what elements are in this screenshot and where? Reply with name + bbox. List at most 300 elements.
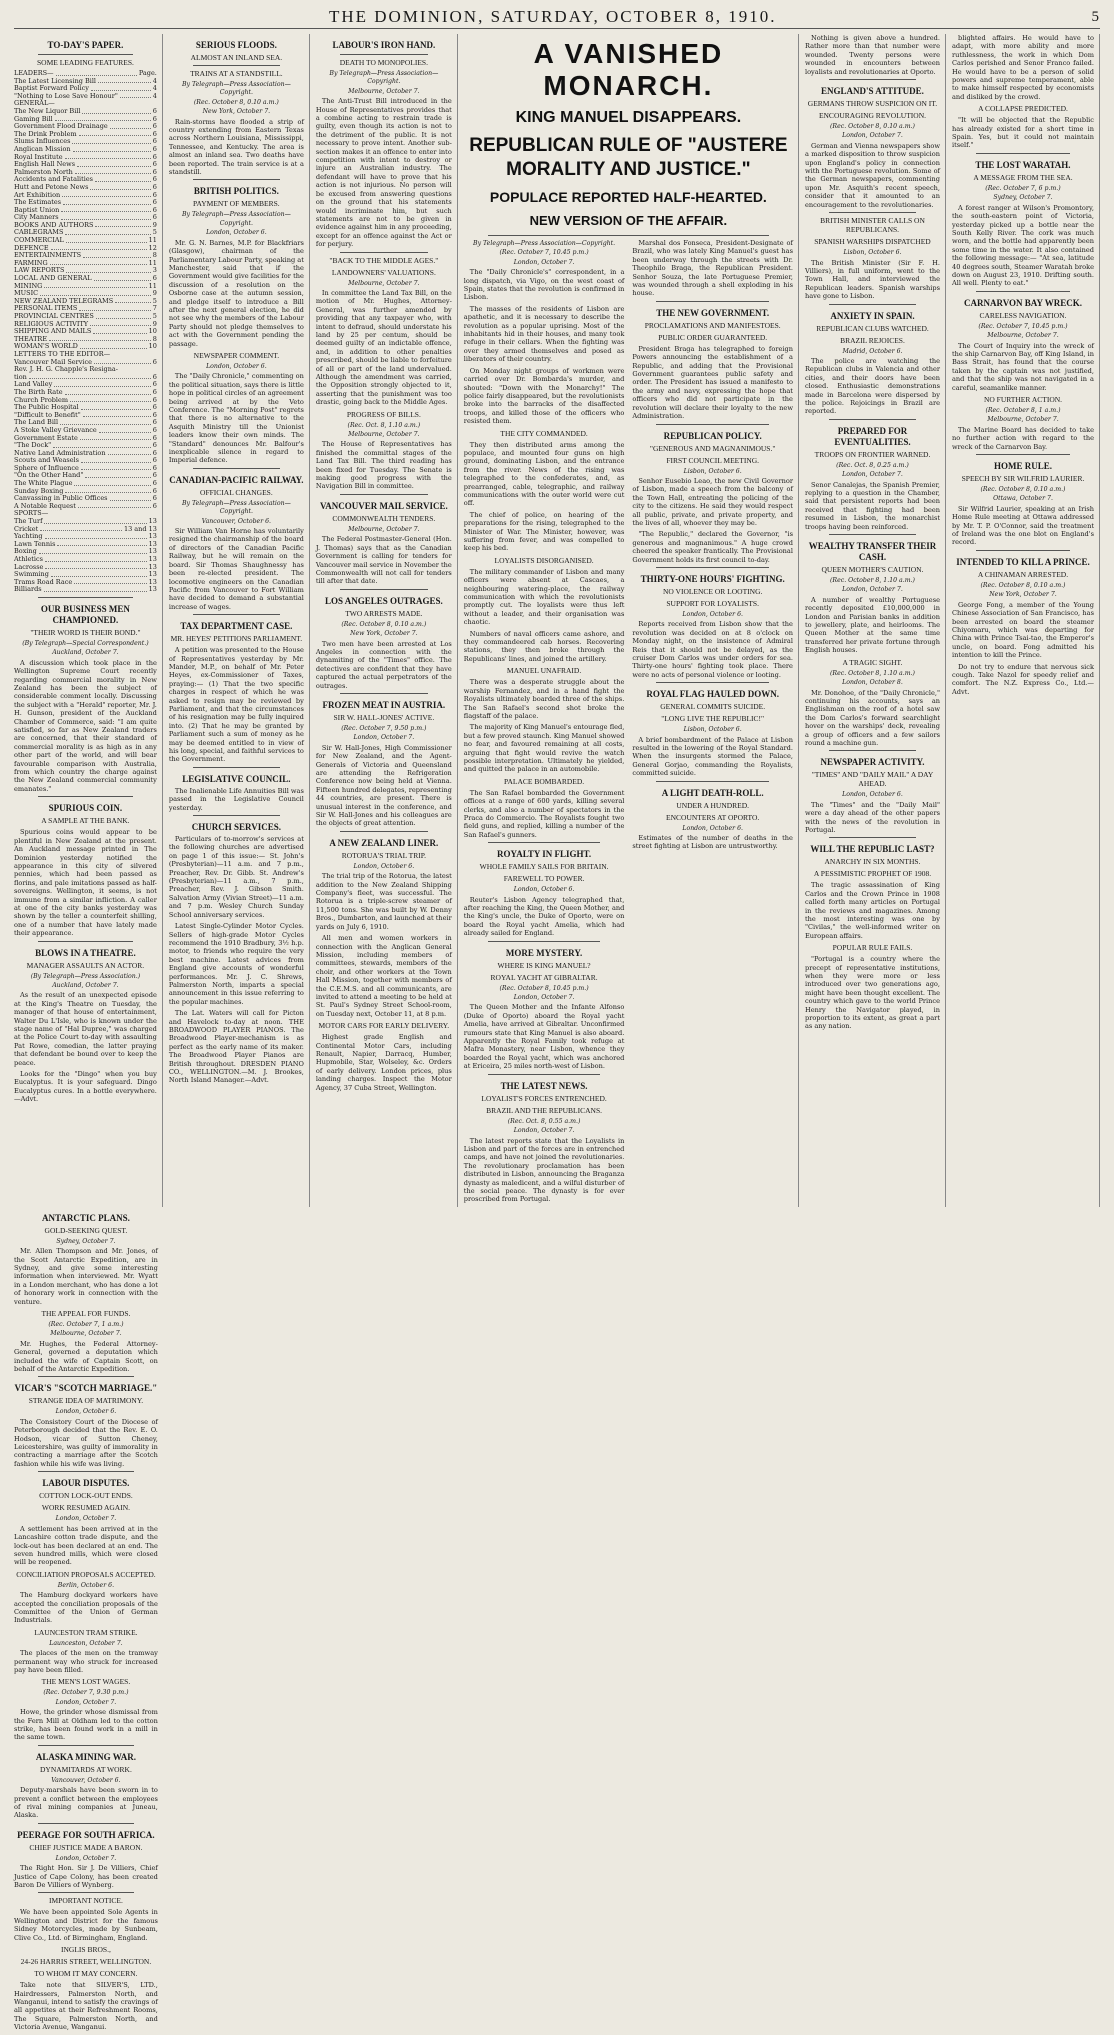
dateline: By Telegraph—Press Association—Copyright. xyxy=(181,499,291,516)
dateline: London, October 6. xyxy=(55,1408,117,1416)
column-5 xyxy=(805,34,946,1207)
subhead: ENCOURAGING REVOLUTION. xyxy=(818,111,927,121)
article-text: There was a desperate struggle about the warship Fernandez, and in a hand fight the Royalists ultimately boarded three of the ships. The San Rafael's second shot broke the flagstaff of the palace. xyxy=(463,678,625,720)
contents-entry-page: 6 xyxy=(152,441,157,450)
subhead: THE MEN'S LOST WAGES. xyxy=(41,1677,131,1687)
dateline: Lisbon, October 6. xyxy=(683,467,742,475)
subhead: UNDER A HUNDRED. xyxy=(676,800,750,810)
contents-entry-label: Royal Institute xyxy=(14,152,63,161)
headline-republican-rule: REPUBLICAN RULE OF "AUSTERE MORALITY AND JUSTICE." xyxy=(469,135,788,180)
divider xyxy=(193,767,280,768)
dateline: London, October 6. xyxy=(353,862,415,870)
contents-entry-page: 6 xyxy=(152,198,157,207)
contents-entry-page: 11 xyxy=(148,236,157,245)
contents-entry-page: 6 xyxy=(152,456,157,465)
leader-dots xyxy=(61,207,150,213)
subhead: "TIMES" AND "DAILY MAIL" A DAY AHEAD. xyxy=(811,770,934,789)
dateline: (By Telegraph—Press Association.) xyxy=(30,972,141,980)
article-text: Reports received from Lisbon show that the revolution was decided on at 8 o'clock on Monday night, on the insistence of Admiral Reis that it should not be delayed, as the cruiser Dom Carlos was under orders for sea. Thirty-one hours' fighting took place. There were no acts of personal violence or looting. xyxy=(632,620,793,679)
contents-entry-label: The Turf xyxy=(14,517,43,526)
headline-antarctic-plans: ANTARCTIC PLANS. xyxy=(42,1212,130,1223)
contents-entry-label: Lawn Tennis xyxy=(14,539,56,548)
contents-entry-label: Hutt and Petone News xyxy=(14,182,89,191)
divider xyxy=(976,550,1070,551)
contents-entry-page: 6 xyxy=(152,160,157,169)
column-2 xyxy=(169,34,310,1207)
subhead: POPULAR RULE FAILS. xyxy=(832,943,913,953)
contents-entry-label: A Notable Request xyxy=(14,501,76,510)
divider xyxy=(976,153,1070,154)
article-text: Spurious coins would appear to be plentiful in New Zealand at the present. An Auckland message printed in The Dominion yesterday notified the appearance in this city of silvered pennies, which had been passed as florins, and pale imitations passed as half-sovereigns. Wellington, it seems, is not immune from a similar infliction. A caller at one of the city banks yesterday was shown by the teller a counterfeit shilling, one of a number that have lately made their appearance. xyxy=(14,828,157,938)
headline-populace-half-hearted: POPULACE REPORTED HALF-HEARTED. xyxy=(489,189,767,205)
leader-dots xyxy=(40,290,151,296)
contents-entry-page: 6 xyxy=(152,463,157,472)
leader-dots xyxy=(66,237,147,243)
article-text: A petition was presented to the House of Representatives yesterday by Mr. Mander, M.P., on behalf of Mr. Peter Heyes, ex-Commissioner of Taxes, praying:— (1) That the two specific charges in respect of which he was asked to resign may be reviewed by Parliament, and that the circumstances of his resignation may be fully inquired into. (2) That he may be granted by Parliament such a sum of money as he may be deemed entitled to in view of his long, special, and faithful services to the Government. xyxy=(168,646,304,764)
headline-scotch-marriage: VICAR'S "SCOTCH MARRIAGE." xyxy=(14,1383,158,1394)
contents-entry-label: SHIPPING AND MAILS xyxy=(14,327,92,336)
subhead: A SAMPLE AT THE BANK. xyxy=(41,816,130,826)
contents-entry-page: 13 xyxy=(148,532,157,541)
article-text: "It will be objected that the Republic has already existed for a short time in Spain. Yes, but it could not maintain itself." xyxy=(952,116,1094,150)
article-text: The tragic assassination of King Carlos and the Crown Prince in 1908 called forth many articles on Portugal in the reviews and magazines. Among the most interesting was one by "Civilas," the well-informed writer on European affairs. xyxy=(804,881,940,940)
article-text: The latest reports state that the Loyalists in Lisbon and part of the forces are in entrenched camps, and have not joined the revolutionaries. The revolutionary proclamation has been distributed in Lisbon, announcing the Braganza dynasty as maledicent, and a wilful disturber of the social peace. The dynasty is for ever proscribed from Portugal. xyxy=(463,1136,625,1204)
contents-entry-page: 4 xyxy=(152,76,157,85)
leader-dots xyxy=(90,184,150,190)
article-text: The "Times" and the "Daily Mail" were a day ahead of the other papers with the news of the revolution in Portugal. xyxy=(804,800,940,834)
headline-newspaper-activity: NEWSPAPER ACTIVITY. xyxy=(820,757,925,768)
headline-royal-flag: ROYAL FLAG HAULED DOWN. xyxy=(646,689,780,700)
divider xyxy=(193,815,280,816)
dateline: (Rec. October 7, 6 p.m.) xyxy=(985,184,1061,192)
leader-dots xyxy=(62,192,151,198)
subhead: WORK RESUMED AGAIN. xyxy=(41,1503,130,1513)
contents-entry-label: Trams Road Race xyxy=(14,577,73,586)
article-text: Deputy-marshals have been sworn in to prevent a conflict between the employees of rival mining companies at Juneau, Alaska. xyxy=(14,1786,158,1820)
dateline: Melbourne, October 7. xyxy=(348,525,420,533)
headline-carnarvon-bay: CARNARVON BAY WRECK. xyxy=(964,297,1082,308)
subhead: TROOPS ON FRONTIER WARNED. xyxy=(814,449,931,459)
dateline: London, October 6. xyxy=(682,824,743,832)
dateline: London, October 7. xyxy=(55,1854,117,1862)
contents-entry-label: Church Problem xyxy=(14,395,68,404)
leader-dots xyxy=(98,78,151,84)
headline-wealthy-transfer: WEALTHY TRANSFER THEIR CASH. xyxy=(808,541,937,563)
subhead: 24-26 HARRIS STREET, WELLINGTON. xyxy=(20,1957,152,1967)
contents-entry-label: FARMING xyxy=(14,258,48,267)
contents-entry xyxy=(14,366,157,374)
contents-entry-page: 9 xyxy=(152,220,157,229)
dateline: (Rec. Oct. 8, 1.10 a.m.) xyxy=(347,421,421,429)
article-text: Mr. Hughes, the Federal Attorney-General, governed a deputation which included the wife of Captain Scott, on behalf of the Antarctic Expedition. xyxy=(14,1339,158,1374)
subhead: STRANGE IDEA OF MATRIMONY. xyxy=(28,1396,144,1406)
contents-entry-page: 6 xyxy=(152,144,157,153)
article-text: The places of the men on the tramway permanent way who struck for increased pay have been filled. xyxy=(14,1649,158,1674)
leader-dots xyxy=(40,526,122,532)
headline-spurious-coin: SPURIOUS COIN. xyxy=(48,803,123,814)
dateline: Melbourne, October 7. xyxy=(348,87,420,95)
headline-new-version: NEW VERSION OF THE AFFAIR. xyxy=(529,213,728,228)
leader-dots xyxy=(39,548,147,554)
leader-dots xyxy=(79,131,151,137)
article-text: As the result of an unexpected episode at the King's Theatre on Tuesday, the manager of that house of entertainment, Walter Du L'Isle, who is known under the stage name of "Hal Dupree," was charged at the Police Court to-day with assaulting Pat Rowe, comedian, the latter praying that defendant be bound over to keep the peace. xyxy=(14,991,157,1067)
divider xyxy=(829,419,916,420)
contents-entry-page: 6 xyxy=(152,167,157,176)
subhead: SUPPORT FOR LOYALISTS. xyxy=(666,598,759,608)
subhead: FIRST COUNCIL MEETING. xyxy=(666,455,760,465)
dateline: London, October 7. xyxy=(55,1698,117,1706)
leader-dots xyxy=(82,108,150,114)
dateline: London, October 6. xyxy=(206,229,267,237)
divider xyxy=(193,65,280,66)
dateline: London, October 6. xyxy=(682,610,743,618)
contents-entry-label: PROVINCIAL CENTRES xyxy=(14,312,94,320)
dateline: Sydney, October 7. xyxy=(993,194,1053,202)
advertisement-text: Do not try to endure that nervous sick cough. Take Nazol for speedy relief and comfort. The N.Z. Express Co., Ltd.—Advt. xyxy=(952,662,1094,696)
subhead: QUEEN MOTHER'S CAUTION. xyxy=(821,565,924,575)
headline-new-government: THE NEW GOVERNMENT. xyxy=(656,307,770,318)
contents-entry-label: Art Exhibition xyxy=(14,190,61,199)
dateline: London, October 7. xyxy=(55,1515,117,1523)
leader-dots xyxy=(94,359,151,365)
contents-entry-page: 10 xyxy=(148,342,157,351)
contents-entry-label: PERSONAL ITEMS xyxy=(14,304,78,313)
leader-dots xyxy=(65,154,151,160)
contents-entry-label: Billiards xyxy=(14,585,42,594)
leader-dots xyxy=(65,229,150,235)
contents-entry-label: Swimming xyxy=(14,570,49,579)
dateline: (Rec. Oct. 8, 0.55 a.m.) xyxy=(507,1117,581,1125)
contents-entry-page: 6 xyxy=(152,114,157,123)
article-text: A settlement has been arrived at in the Lancashire cotton trade dispute, and the lock-out has been declared at an end. The seven hundred mills, which were closed will be reopened. xyxy=(14,1524,158,1567)
contents-entry-label: NEW ZEALAND TELEGRAMS xyxy=(14,296,114,305)
leader-dots xyxy=(96,313,151,319)
page-number: 5 xyxy=(1091,8,1100,25)
column-6 xyxy=(952,34,1100,1207)
article-text: The police are watching the Republican clubs in Valencia and other cities, and their doors have been closed. Enthusiastic demonstrations made in Barcelona were dispersed by the police. Rejoicings in Brazil are reported. xyxy=(804,356,940,416)
contents-entry-label: The Public Hospital xyxy=(14,403,79,412)
leader-dots xyxy=(44,586,147,592)
leader-dots xyxy=(81,404,151,410)
leader-dots xyxy=(90,321,151,327)
leader-dots xyxy=(78,503,151,509)
subhead: COMMONWEALTH TENDERS. xyxy=(332,513,436,523)
column-3 xyxy=(316,34,458,1207)
contents-entry-label: English Hall News xyxy=(14,160,76,169)
dateline: London, October 6. xyxy=(513,886,575,894)
subhead: "THEIR WORD IS THEIR BOND." xyxy=(30,627,141,637)
article-text: Senor Canalejas, the Spanish Premier, replying to a question in the Chamber, said that persistent reports had been received that fighting had been resumed in Lisbon, the monarchist troops having been reinforced. xyxy=(804,480,940,531)
contents-entry-page: 6 xyxy=(152,448,157,457)
contents-entry-label: Canvassing in Public Offices xyxy=(14,494,108,503)
article-text: A discussion which took place in the Wellington Supreme Court recently regarding commercial morality in New Zealand has been the subject of considerable comment locally. Discussing the subject with a "Herald" reporter, Mr. J. H. Gunson, president of the Auckland Chamber of Commerce, said: "I am quite satisfied, so far as New Zealand traders are concerned, that their standard of commercial morality is as high as in any other part of the world, and will bear favourable comparison with Australia, from which country the charge against the New Zealand commercial community emanates." xyxy=(14,658,157,793)
leader-dots xyxy=(93,328,146,334)
contents-entry-label: Native Land Administration xyxy=(14,448,106,457)
contents-entry-page: 3 xyxy=(152,266,157,275)
headline-serious-floods: SERIOUS FLOODS. xyxy=(195,40,277,50)
contents-entry-label: The Birth Rate xyxy=(14,387,63,396)
contents-entry-page: 6 xyxy=(152,410,157,419)
contents-entry-page: 6 xyxy=(152,494,157,503)
article-text: The "Daily Chronicle," commenting on the political situation, says there is little hope in political circles of an agreement being arrived at by the Veto Conference. The "Morning Post" regrets that there is no alternative to the Asquith Ministry till the Unionist leaders know their own minds. The "Standard" denounces Mr. Balfour's inexplicable silence in regard to Imperial defence. xyxy=(168,372,304,465)
leader-dots xyxy=(110,495,151,501)
contents-entry-page: 6 xyxy=(152,137,157,146)
subhead: A COLLAPSE PREDICTED. xyxy=(978,104,1068,114)
headline-labour-disputes: LABOUR DISPUTES. xyxy=(42,1478,130,1489)
subhead: GERMANS THROW SUSPICION ON IT. xyxy=(807,99,938,109)
dateline: Melbourne, October 7. xyxy=(348,431,420,439)
subhead: MR. HEYES' PETITIONS PARLIAMENT. xyxy=(170,634,303,644)
divider xyxy=(38,1892,134,1893)
article-text: The "Daily Chronicle's" correspondent, in a long dispatch, via Vigo, on the west coast of Spain, states that the revolution is confirmed in Lisbon. xyxy=(463,268,625,302)
dateline: (Rec. October 8, 1.10 a.m.) xyxy=(830,577,915,585)
divider xyxy=(656,781,769,782)
dateline: Lisbon, October 6. xyxy=(683,726,742,734)
dateline: (Rec. October 7, 1 a.m.) xyxy=(48,1321,124,1328)
leader-dots xyxy=(79,305,150,311)
contents-entry-label: LEADERS— xyxy=(14,69,54,77)
contents-entry-label: Accidents and Fatalities xyxy=(14,175,94,184)
contents-entry-page: 13 xyxy=(148,517,157,526)
article-text: Rain-storms have flooded a strip of country extending from Eastern Texas across Northern Louisiana, Mississippi, Tennessee, and Kentucky. The area is almost an inland sea. Two deaths have been reported. The train service is at a standstill. xyxy=(168,117,304,177)
dateline: London, October 7. xyxy=(513,1127,575,1135)
leader-dots xyxy=(57,541,146,547)
dateline: (Rec. October 8, 0.10 a.m.) xyxy=(980,486,1066,494)
dateline: Auckland, October 7. xyxy=(52,981,119,989)
headline-prepared-eventualities: PREPARED FOR EVENTUALITIES. xyxy=(834,425,911,447)
contents-entry-label: Athletics xyxy=(14,555,43,563)
divider xyxy=(656,301,769,302)
subhead: "GENEROUS AND MAGNANIMOUS." xyxy=(649,443,776,453)
leader-dots xyxy=(72,138,150,144)
article-text: Sir William Van Horne has voluntarily resigned the chairmanship of the board of directors of the Canadian Pacific Railway, but he will remain on the board. Sir Thomas Shaughnessy has been re-elected president. The locomotive engineers on the Canadian Pacific from Vancouver to Fort William have decided to demand a substantial increase of wages. xyxy=(168,527,304,611)
divider xyxy=(829,534,916,535)
subhead: TWO ARRESTS MADE. xyxy=(345,608,423,618)
dateline: London, October 7. xyxy=(513,994,575,1002)
contents-entry-label: The Land Bill xyxy=(14,418,59,427)
subhead: MANUEL UNAFRAID. xyxy=(506,666,582,676)
dateline: (Rec. October 7, 9.30 p.m.) xyxy=(43,1689,129,1697)
subhead: THE CITY COMMANDED. xyxy=(500,428,588,438)
contents-entry-page: 10 xyxy=(148,327,157,336)
headline-alaska-mining: ALASKA MINING WAR. xyxy=(35,1751,136,1762)
contents-entry-label: Anglican Mission xyxy=(14,144,71,153)
contents-entry-page: 6 xyxy=(152,433,157,442)
dateline: London, October 7. xyxy=(842,471,903,479)
dateline: New York, October 7. xyxy=(989,591,1057,599)
leader-dots xyxy=(66,267,150,273)
leader-dots xyxy=(50,260,147,266)
divider xyxy=(340,252,428,253)
contents-entry-page: 6 xyxy=(152,425,157,434)
subhead: SPEECH BY SIR WILFRID LAURIER. xyxy=(961,474,1085,484)
contents-entry-page: 6 xyxy=(152,395,157,404)
headline-business-men: OUR BUSINESS MEN CHAMPIONED. xyxy=(40,603,130,625)
headline-anxiety-spain: ANXIETY IN SPAIN. xyxy=(830,310,915,321)
divider xyxy=(829,750,916,751)
contents-entry-label: Baptist Forward Policy xyxy=(14,84,89,93)
main-story-left xyxy=(464,239,625,1207)
dateline: London, October 7. xyxy=(353,734,415,742)
leader-dots xyxy=(115,298,151,304)
article-text: The Right Hon. Sir J. De Villiers, Chief Justice of Cape Colony, has been created Baron De Villiers of Wynberg. xyxy=(14,1864,158,1890)
contents-entry-page: 6 xyxy=(152,182,157,191)
divider xyxy=(38,796,133,797)
dateline: (Rec. October 8, 1.10 a.m.) xyxy=(830,669,915,677)
headline-tax-department: TAX DEPARTMENT CASE. xyxy=(180,621,293,632)
subhead: NEWSPAPER COMMENT. xyxy=(193,350,280,360)
advertisement-text: Highest grade English and Continental Motor Cars, including Renault, Napier, Darracq, Humber, Hupmobile, Star, Wolseley, &c. Orders of early delivery. London prices, plus landing charges. Inspect the Motor Agency, 37 Cuba Street, Wellington. xyxy=(315,1033,452,1092)
column-7 xyxy=(14,1207,163,2035)
leader-dots xyxy=(44,518,146,524)
leader-dots xyxy=(120,93,151,99)
subhead: A PESSIMISTIC PROPHET OF 1908. xyxy=(813,869,932,879)
leader-dots xyxy=(95,176,151,182)
contents-entry-page: 6 xyxy=(152,122,157,131)
contents-entry-label: DEFENCE xyxy=(14,243,49,252)
divider xyxy=(656,682,769,683)
contents-entry-page: 7 xyxy=(152,304,157,313)
subhead-leading-features: SOME LEADING FEATURES. xyxy=(36,58,134,67)
divider xyxy=(488,941,601,942)
dateline: (Rec. October 8, 0.10 a.m.) xyxy=(830,123,915,131)
contents-entry-label: Palmerston North xyxy=(14,167,73,176)
contents-entry-page: 6 xyxy=(152,372,157,381)
contents-entry-page: 13 xyxy=(148,562,157,571)
headline-todays-paper: TO-DAY'S PAPER. xyxy=(47,40,124,50)
contents-entry-page: 6 xyxy=(152,152,157,161)
contents-entry-label: "Nothing to Lose Save Honour" xyxy=(14,91,118,100)
dateline: London, October 7. xyxy=(513,258,575,266)
leader-dots xyxy=(83,252,151,258)
contents-entry-page: 9 xyxy=(152,319,157,328)
headline-vanished-monarch: A VANISHED MONARCH. xyxy=(533,38,724,101)
subhead: MANAGER ASSAULTS AN ACTOR. xyxy=(26,960,145,970)
leader-dots xyxy=(85,472,150,478)
subhead: COTTON LOCK-OUT ENDS. xyxy=(39,1491,133,1501)
dateline: Melbourne, October 7. xyxy=(50,1330,122,1338)
dateline: (Rec. October 8, 0.10 a.m.) xyxy=(341,620,427,628)
article-text: A number of wealthy Portuguese recently deposited £10,000,000 in London and Parisian banks in addition to jewellery, plate, and heirlooms. The Queen Mother at the same time transferred her private fortune through English houses. xyxy=(804,595,940,655)
article-text: The Queen Mother and the Infante Alfonso (Duke of Oporto) aboard the Royal yacht Amelia, have arrived at Gibraltar. Unconfirmed rumours state that King Manuel is also aboard. Apparently the Royal Family took refuge at Mafra Monastery, near Lisbon, whence they boarded the Royal yacht, which was anchored at Ericeira, 25 miles north-west of Lisbon. xyxy=(463,1003,625,1071)
article-text: The Hamburg dockyard workers have accepted the conciliation proposals of the Committee of the Union of German Industrials. xyxy=(14,1591,158,1625)
contents-entry-page: 6 xyxy=(152,486,157,495)
divider xyxy=(488,842,601,843)
leader-dots xyxy=(77,161,151,167)
advertisement-text: We have been appointed Sole Agents in Wellington and District for the famous Sidney Motorcycles, made by Sunbeam, Clive Co., Ltd. of Birmingham, England. xyxy=(14,1908,158,1942)
dateline: (Rec. October 8, 10.45 p.m.) xyxy=(499,984,589,992)
article-text: Marshal dos Fonseca, President-Designate of Brazil, who was lately King Manuel's guest has been underway through the streets with Dr. Theophilo Braga, the Republican President. Senhor Souza, the late Portuguese Premier, was wounded through a shell exploding in his house. xyxy=(632,239,793,298)
headline-royalty-flight: ROYALTY IN FLIGHT. xyxy=(497,849,592,860)
leader-dots xyxy=(110,123,151,129)
contents-entry-page: 6 xyxy=(152,106,157,115)
subhead: "LONG LIVE THE REPUBLIC!" xyxy=(661,714,765,724)
contents-index xyxy=(14,70,157,594)
contents-entry-page: 4 xyxy=(152,91,157,100)
subhead: IMPORTANT NOTICE. xyxy=(49,1896,123,1906)
advertisement-text: Looks for the "Dingo" when you buy Eucalyptus. It is your safeguard. Dingo Eucalyptus cures. In a bottle everywhere.—Advt. xyxy=(14,1070,157,1104)
contents-entry-label: WOMAN'S WORLD xyxy=(14,342,78,351)
contents-entry-page: 6 xyxy=(152,380,157,389)
advertisement-text: The Lat. Waters will call for Picton and Havelock to-day at noon. THE BROADWOOD PLAYER PIANOS. The Broadwood Player-mechanism is as perfect as the early name of its maker. The Broadwood Player Pianos are British throughout. DRESDEN PIANO CO., WELLINGTON.—M. J. Brookes, North Island Manager.—Advt. xyxy=(168,1009,304,1085)
leader-dots xyxy=(56,70,137,76)
subhead: GENERAL COMMITS SUICIDE. xyxy=(660,702,766,712)
contents-entry-page: 6 xyxy=(152,471,157,480)
contents-entry-page: 4 xyxy=(152,84,157,93)
subhead: FAREWELL TO POWER. xyxy=(503,874,585,884)
article-text: George Fong, a member of the Young Chinese Association of San Francisco, has been arrested on board the steamer Chiyomaru, which was departing for China with Prince Tsai-tao, the Emperor's uncle, on board. Fong admitted his intention to kill the Prince. xyxy=(952,600,1094,660)
subhead: ENCOUNTERS AT OPORTO. xyxy=(666,812,760,822)
contents-entry-label: LAW REPORTS xyxy=(14,266,65,275)
headline-will-republic-last: WILL THE REPUBLIC LAST? xyxy=(810,844,935,855)
article-text: The Court of Inquiry into the wreck of the ship Carnarvon Bay, off King Island, in Bass Strait, has found that the course taken by the captain was not justified, and that the ship was not navigated in a careful, seamanlike manner. xyxy=(952,341,1094,392)
contents-entry-page: 6 xyxy=(152,387,157,396)
leader-dots xyxy=(54,381,150,387)
subhead: ALMOST AN INLAND SEA. xyxy=(190,53,283,62)
dateline: Lisbon, October 6. xyxy=(843,249,902,257)
dateline: London, October 6. xyxy=(206,362,267,370)
subhead: SIR W. HALL-JONES' ACTIVE. xyxy=(333,712,435,722)
article-text: Estimates of the number of deaths in the street fighting at Lisbon are untrustworthy. xyxy=(632,834,793,851)
headline-british-politics: BRITISH POLITICS. xyxy=(193,186,279,197)
divider xyxy=(38,1376,134,1377)
headline-lost-waratah: THE LOST WARATAH. xyxy=(975,159,1071,170)
headline-kill-prince: INTENDED TO KILL A PRINCE. xyxy=(956,556,1090,567)
contents-entry-label: Rev. J. H. G. Chapple's Resigna- xyxy=(14,365,118,374)
contents-entry-page: 13 xyxy=(148,539,157,548)
leader-dots xyxy=(60,419,151,425)
subhead: PAYMENT OF MEMBERS. xyxy=(193,199,280,209)
subhead: PUBLIC ORDER GUARANTEED. xyxy=(658,332,768,342)
leader-dots xyxy=(99,427,151,433)
dateline: (Rec. October 8, 1 a.m.) xyxy=(985,407,1061,414)
subhead: ROTORUA'S TRIAL TRIP. xyxy=(341,850,426,860)
contents-entry-page: 6 xyxy=(152,501,157,510)
headline-latest-news: THE LATEST NEWS. xyxy=(500,1080,588,1091)
headline-home-rule: HOME RULE. xyxy=(993,461,1052,472)
subhead: BRAZIL REJOICES. xyxy=(840,335,905,345)
article-text: Howe, the grinder whose dismissal from the Fern Mill at Oldham led to the cotton strike, has been found work in a mill in the same town. xyxy=(14,1708,158,1742)
contents-entry-label: A Stoke Valley Grievance xyxy=(14,425,97,434)
subhead: DYNAMITARDS AT WORK. xyxy=(40,1764,132,1774)
contents-entry-label: CABLEGRAMS xyxy=(14,228,64,237)
contents-entry-label: MINING xyxy=(14,281,43,290)
contents-entry-label: Government Flood Drainage xyxy=(14,122,108,131)
divider xyxy=(193,614,280,615)
subhead: NO FURTHER ACTION. xyxy=(983,395,1063,404)
column-1 xyxy=(14,34,163,1207)
contents-entry-page: 13 xyxy=(148,570,157,579)
contents-entry-page: 13 and 13 xyxy=(123,524,157,533)
dateline: Launceston, October 7. xyxy=(49,1639,123,1647)
contents-entry-label: THEATRE xyxy=(14,334,48,343)
dateline: Melbourne, October 7. xyxy=(348,279,420,287)
contents-entry-label: LOCAL AND GENERAL xyxy=(14,274,92,283)
subhead: LAUNCESTON TRAM STRIKE. xyxy=(34,1627,138,1637)
contents-entry-label: The Latest Licensing Bill xyxy=(14,76,97,85)
contents-entry-page: 6 xyxy=(152,190,157,199)
article-text: The Inalienable Life Annuities Bill was passed in the Legislative Council yesterday. xyxy=(168,786,304,812)
subhead: CHIEF JUSTICE MADE A BARON. xyxy=(29,1842,143,1852)
contents-entry-label: Land Valley xyxy=(14,380,53,389)
article-text: Reuter's Lisbon Agency telegraphed that, after reaching the King, the Queen Mother, and the King's uncle, the Duke of Oporto, were on board the Royal yacht Amelia, which had already sailed for England. xyxy=(463,895,625,938)
divider xyxy=(656,567,769,568)
divider xyxy=(193,468,280,469)
divider xyxy=(340,494,428,495)
divider xyxy=(488,235,769,236)
subhead: A MESSAGE FROM THE SEA. xyxy=(973,172,1073,182)
divider xyxy=(976,454,1070,455)
